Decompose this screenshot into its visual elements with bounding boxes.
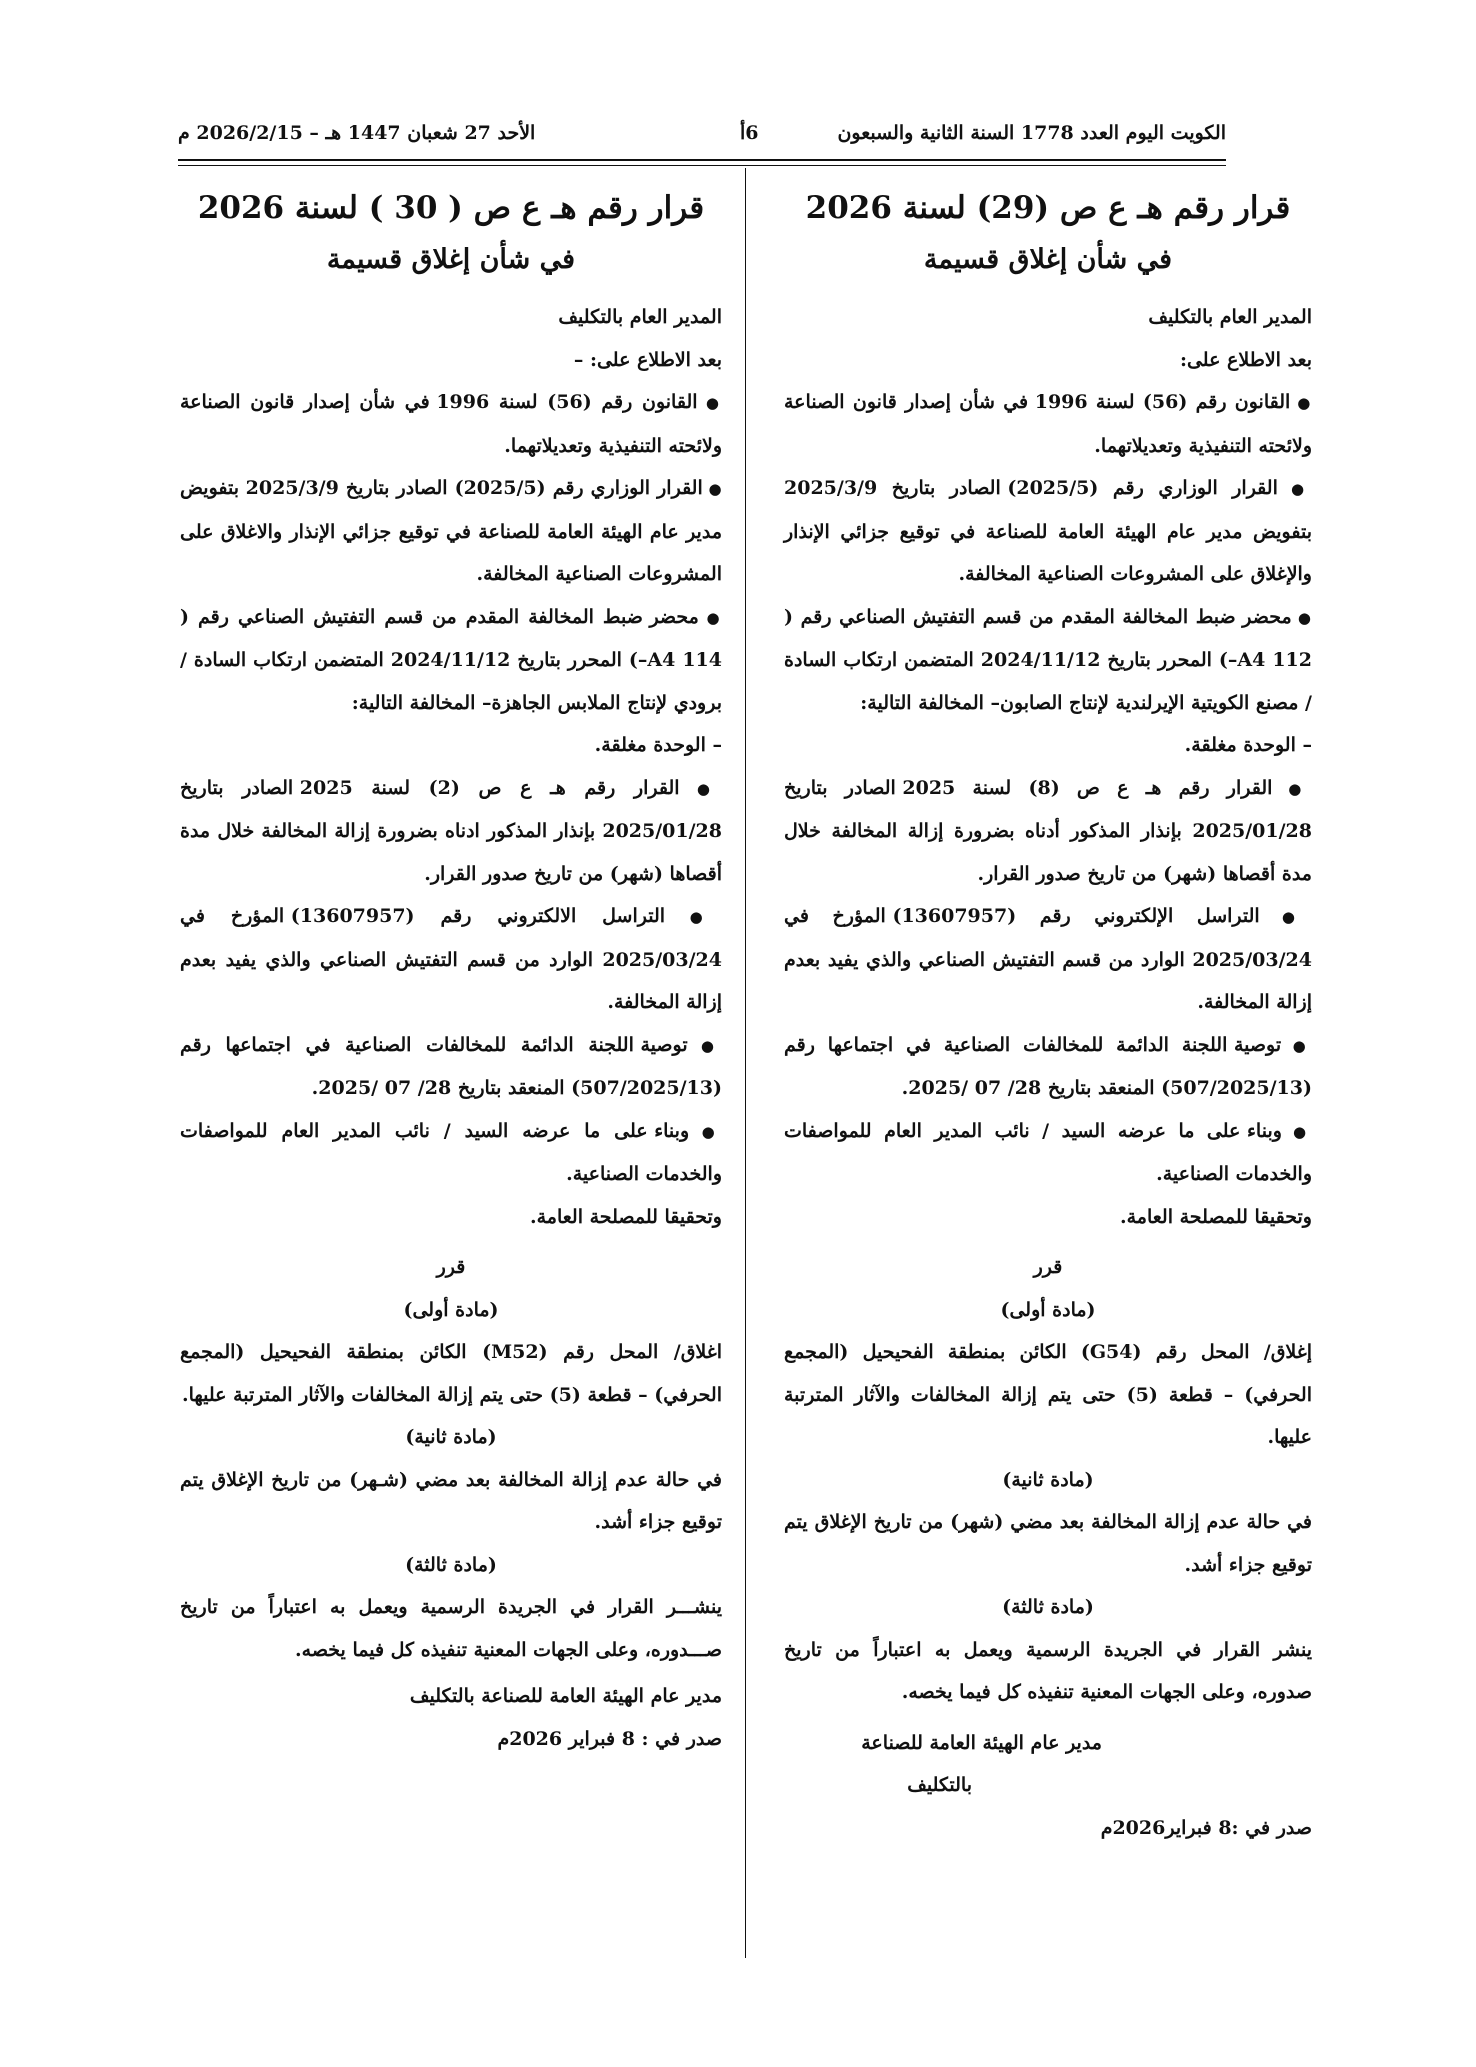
signature-title: مدير عام الهيئة العامة للصناعة بالتكليف <box>409 1685 722 1707</box>
director-line: المدير العام بالتكليف <box>558 306 722 328</box>
column-divider <box>745 168 746 1958</box>
after-review-line: بعد الاطلاع على: – <box>573 348 722 371</box>
article-2-text: في حالة عدم إزالة المخالفة بعد مضي (شهر) من تاريخ الإغلاق يتم توقيع جزاء أشد. <box>784 1511 1312 1576</box>
signature-acting: بالتكليف <box>907 1774 972 1796</box>
article-1-title: (مادة أولى) <box>1000 1298 1096 1321</box>
header-rule <box>178 159 1226 161</box>
issue-date: الأحد 27 شعبان 1447 هـ – 2026/2/15 م <box>178 122 536 144</box>
article-1-title: (مادة أولى) <box>403 1298 499 1321</box>
decision-title: قرار رقم هـ ع ص (29) لسنة 2026 <box>805 190 1291 226</box>
public-interest-line: وتحقيقا للمصلحة العامة. <box>1120 1205 1312 1228</box>
bullet-deputy-presentation: ● وبناء على ما عرضه السيد / نائب المدير العام للمواصفات والخدمات الصناعية. <box>180 1110 722 1196</box>
article-3-title: (مادة ثالثة) <box>1002 1596 1094 1618</box>
article-3-text: ينشر القرار في الجريدة الرسمية ويعمل به اعتباراً من تاريخ صدوره، وعلى الجهات المعنية تنفيذه كل فيما يخصه. <box>784 1638 1312 1703</box>
director-line: المدير العام بالتكليف <box>1148 306 1312 328</box>
decision-30 <box>180 182 722 1760</box>
article-3-text: ينشـــر القرار في الجريدة الرسمية ويعمل به اعتباراً من تاريخ صـــدوره، وعلى الجهات المعنية تنفيذه كل فيما يخصه. <box>180 1596 722 1661</box>
signature-title: مدير عام الهيئة العامة للصناعة <box>861 1731 1102 1754</box>
bullet-committee-recommendation: ● توصية اللجنة الدائمة للمخالفات الصناعية في اجتماعها رقم (507/2025/13) المنعقد بتاريخ 28/ 07 /2025. <box>180 1024 722 1110</box>
article-1-text: اغلاق/ المحل رقم (M52) الكائن بمنطقة الفحيحيل (المجمع الحرفي) – قطعة (5) حتى يتم إزالة المخالفات والآثار المترتبة عليها. <box>180 1341 722 1406</box>
unit-closed-line: – الوحدة مغلقة. <box>594 734 722 756</box>
after-review-line: بعد الاطلاع على: <box>1179 348 1312 371</box>
page-number: 6أ <box>740 122 759 144</box>
decision-title: قرار رقم هـ ع ص ( 30 ) لسنة 2026 <box>197 190 705 226</box>
unit-closed-line: – الوحدة مغلقة. <box>1184 734 1312 756</box>
decided-heading: قرر <box>436 1256 466 1278</box>
bullet-warning-decision: ● القرار رقم هـ ع ص (8) لسنة 2025 الصادر بتاريخ 2025/01/28 بإنذار المذكور أدناه بضرورة إزالة المخالفة خلال مدة أقصاها (شهر) من تاريخ صدور القرار. <box>784 767 1312 896</box>
article-2-text: في حالة عدم إزالة المخالفة بعد مضي (شـهر) من تاريخ الإغلاق يتم توقيع جزاء أشد. <box>180 1468 722 1533</box>
article-3-title: (مادة ثالثة) <box>405 1553 497 1576</box>
bullet-deputy-presentation: ● وبناء على ما عرضه السيد / نائب المدير العام للمواصفات والخدمات الصناعية. <box>784 1110 1312 1196</box>
header-rule-thin <box>178 165 1226 166</box>
bullet-violation-report: ● محضر ضبط المخالفة المقدم من قسم التفتيش الصناعي رقم ( A4 112–) المحرر بتاريخ 2024/11/12 المتضمن ارتكاب السادة / مصنع الكويتية الإيرلندية لإنتاج الصابون– المخالفة التالية: <box>784 596 1312 725</box>
page-header <box>178 122 1226 156</box>
bullet-electronic-correspondence: ● التراسل الإلكتروني رقم (13607957) المؤرخ في 2025/03/24 الوارد من قسم التفتيش الصناعي والذي يفيد بعدم إزالة المخالفة. <box>784 895 1312 1024</box>
article-2-title: (مادة ثانية) <box>405 1426 497 1448</box>
decision-subtitle: في شأن إغلاق قسيمة <box>326 244 576 275</box>
decision-subtitle: في شأن إغلاق قسيمة <box>923 244 1173 275</box>
issued-date: صدر في :8 فبراير2026م <box>1100 1816 1312 1839</box>
bullet-ministerial-decision: ● القرار الوزاري رقم (2025/5) الصادر بتاريخ 2025/3/9 بتفويض مدير عام الهيئة العامة للصناعة في توقيع جزائي الإنذار والاغلاق على المشروعات الصناعية المخالفة. <box>180 467 722 596</box>
article-2-title: (مادة ثانية) <box>1002 1468 1094 1491</box>
bullet-ministerial-decision: ● القرار الوزاري رقم (2025/5) الصادر بتاريخ 2025/3/9 بتفويض مدير عام الهيئة العامة للصناعة في توقيع جزائي الإنذار والإغلاق على المشروعات الصناعية المخالفة. <box>784 467 1312 596</box>
public-interest-line: وتحقيقا للمصلحة العامة. <box>530 1205 722 1228</box>
decision-29 <box>784 182 1312 1849</box>
bullet-committee-recommendation: ● توصية اللجنة الدائمة للمخالفات الصناعية في اجتماعها رقم (507/2025/13) المنعقد بتاريخ 28/ 07 /2025. <box>784 1024 1312 1110</box>
bullet-violation-report: ● محضر ضبط المخالفة المقدم من قسم التفتيش الصناعي رقم ( A4 114–) المحرر بتاريخ 2024/11/12 المتضمن ارتكاب السادة / برودي لإنتاج الملابس الجاهزة– المخالفة التالية: <box>180 596 722 725</box>
bullet-law: ● القانون رقم (56) لسنة 1996 في شأن إصدار قانون الصناعة ولائحته التنفيذية وتعديلاتهما. <box>784 381 1312 467</box>
issued-date: صدر في : 8 فبراير 2026م <box>497 1727 722 1750</box>
bullet-warning-decision: ● القرار رقم هـ ع ص (2) لسنة 2025 الصادر بتاريخ 2025/01/28 بإنذار المذكور ادناه بضرورة إزالة المخالفة خلال مدة أقصاها (شهر) من تاريخ صدور القرار. <box>180 767 722 896</box>
bullet-electronic-correspondence: ● التراسل الالكتروني رقم (13607957) المؤرخ في 2025/03/24 الوارد من قسم التفتيش الصناعي والذي يفيد بعدم إزالة المخالفة. <box>180 895 722 1024</box>
bullet-law: ● القانون رقم (56) لسنة 1996 في شأن إصدار قانون الصناعة ولائحته التنفيذية وتعديلاتهما. <box>180 381 722 467</box>
decided-heading: قرر <box>1033 1256 1063 1278</box>
gazette-issue: الكويت اليوم العدد 1778 السنة الثانية والسبعون <box>837 122 1226 144</box>
article-1-text: إغلاق/ المحل رقم (G54) الكائن بمنطقة الفحيحيل (المجمع الحرفي) – قطعة (5) حتى يتم إزالة المخالفات والآثار المترتبة عليها. <box>784 1341 1312 1448</box>
